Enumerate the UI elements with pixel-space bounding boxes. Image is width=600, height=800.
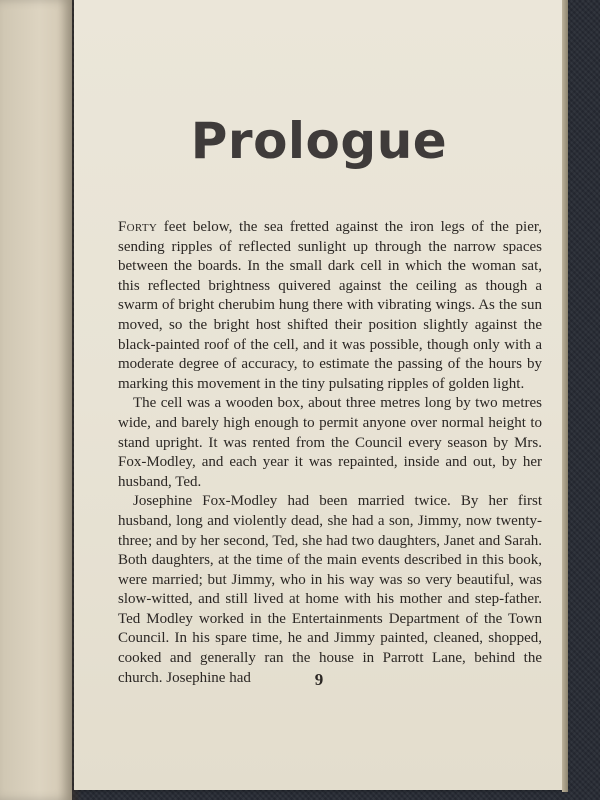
chapter-title: Prologue (190, 112, 448, 170)
paragraph-1-text: feet below, the sea fretted against the iron legs of the pier, sending ripples of reflected sunlight up through the narrow spaces between the boards. In the small dark cell in which the woman sat, this reflected brightness quivered against the ceiling as though a swarm of bright cherubim hung there with vibrating wings. As the sun moved, so the bright host shifted their position slightly against the black-painted roof of the cell, and it was possible, though only with a moderate degree of accuracy, to estimate the passing of the hours by marking this movement in the tiny pulsating ripples of golden light. (118, 219, 542, 392)
page-body (118, 218, 542, 688)
paragraph-1 (118, 218, 542, 394)
page-number: 9 (314, 670, 324, 689)
opening-word: Forty (118, 219, 158, 235)
page-fore-edge (562, 0, 568, 792)
paragraph-3: Josephine Fox-Modley had been married twice. By her first husband, long and violently dead, she had a son, Jimmy, now twenty-three; and by her second, Ted, she had two daughters, Janet and Sarah. Both daughters, at the time of the main events described in this book, were married; but Jimmy, who in his way was so very beautiful, was slow-witted, and still lived at home with his mother and step-father. Ted Modley worked in the Entertainments Department of the Town Council. In his spare time, he and Jimmy painted, cleaned, shopped, cooked and generally ran the house in Parrott Lane, behind the church. Josephine had (118, 493, 542, 686)
previous-page-edge (0, 0, 72, 800)
paragraph-2: The cell was a wooden box, about three metres long by two metres wide, and barely high enough to permit anyone over normal height to stand upright. It was rented from the Council every season by Mrs. Fox-Modley, and each year it was repainted, inside and out, by her husband, Ted. (118, 395, 542, 490)
book-page (74, 0, 564, 790)
